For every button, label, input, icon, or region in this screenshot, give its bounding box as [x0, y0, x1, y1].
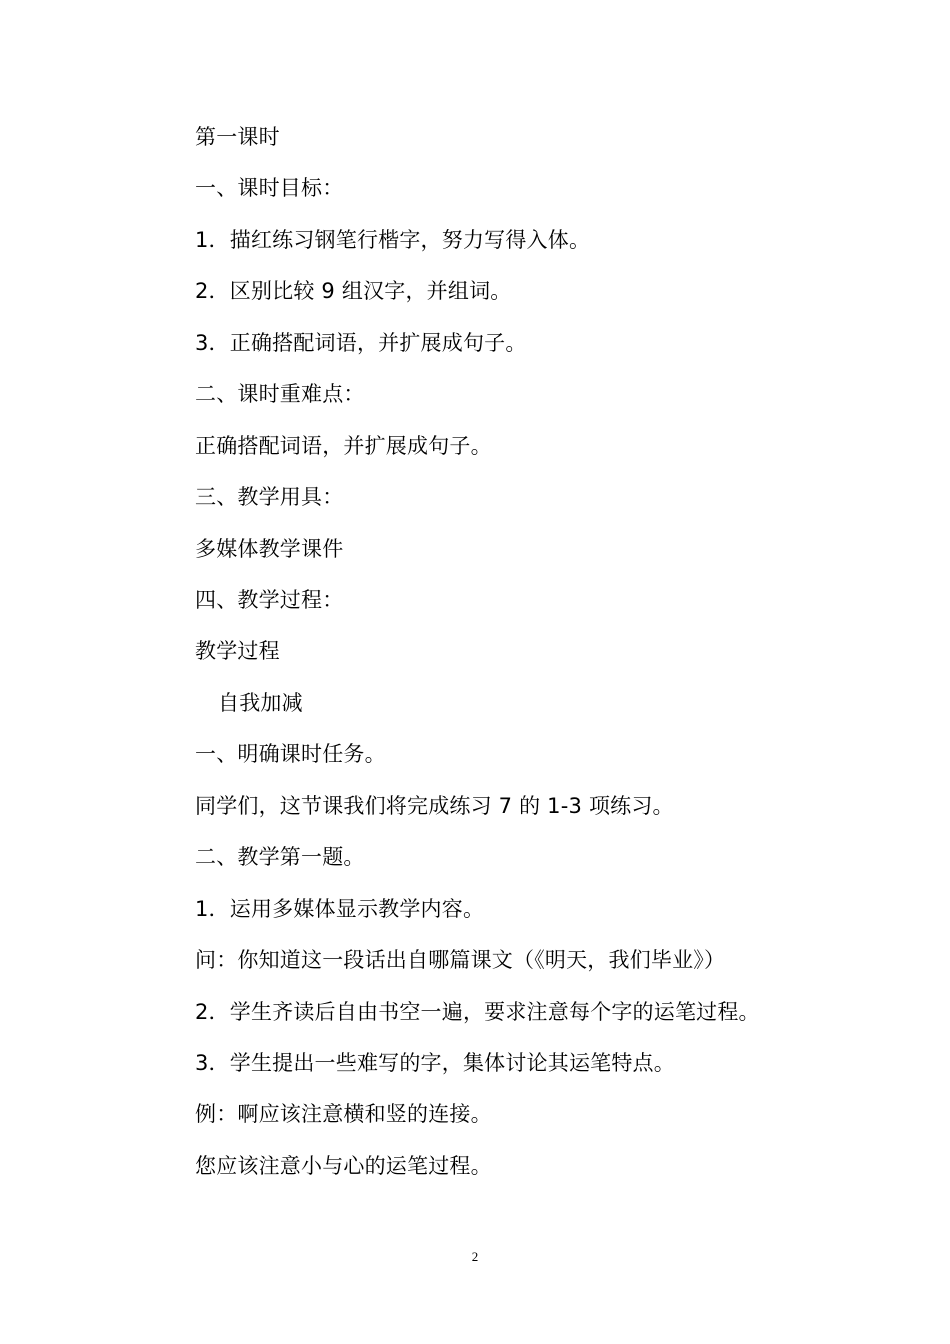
- task-description: 同学们，这节课我们将完成练习 7 的 1-3 项练习。: [195, 794, 674, 818]
- example-text-2: 您应该注意小与心的运笔过程。: [195, 1154, 492, 1178]
- example-text-1: 例：啊应该注意横和竖的连接。: [195, 1102, 492, 1126]
- step-heading-task: 一、明确课时任务。: [195, 742, 386, 766]
- lesson-title: 第一课时: [195, 125, 280, 149]
- step-heading-first-question: 二、教学第一题。: [195, 845, 365, 869]
- key-points-text: 正确搭配词语，并扩展成句子。: [195, 434, 492, 458]
- section-heading-materials: 三、教学用具：: [195, 485, 344, 509]
- first-question-item-1: 1．运用多媒体显示教学内容。: [195, 897, 485, 921]
- process-subtitle: 教学过程: [195, 639, 280, 663]
- objective-item-3: 3．正确搭配词语，并扩展成句子。: [195, 331, 527, 355]
- objective-item-2: 2．区别比较 9 组汉字，并组词。: [195, 279, 512, 303]
- materials-text: 多媒体教学课件: [195, 537, 344, 561]
- section-heading-key-points: 二、课时重难点：: [195, 382, 365, 406]
- process-activity-title: 自我加减: [218, 691, 303, 715]
- section-heading-process: 四、教学过程：: [195, 588, 344, 612]
- question-text: 问：你知道这一段话出自哪篇课文（《明天，我们毕业》）: [195, 948, 726, 972]
- first-question-item-2: 2．学生齐读后自由书空一遍，要求注意每个字的运笔过程。: [195, 1000, 760, 1024]
- page-number: 2: [471, 1249, 479, 1264]
- section-heading-objectives: 一、课时目标：: [195, 176, 344, 200]
- first-question-item-3: 3．学生提出一些难写的字，集体讨论其运笔特点。: [195, 1051, 675, 1075]
- objective-item-1: 1．描红练习钢笔行楷字，努力写得入体。: [195, 228, 591, 252]
